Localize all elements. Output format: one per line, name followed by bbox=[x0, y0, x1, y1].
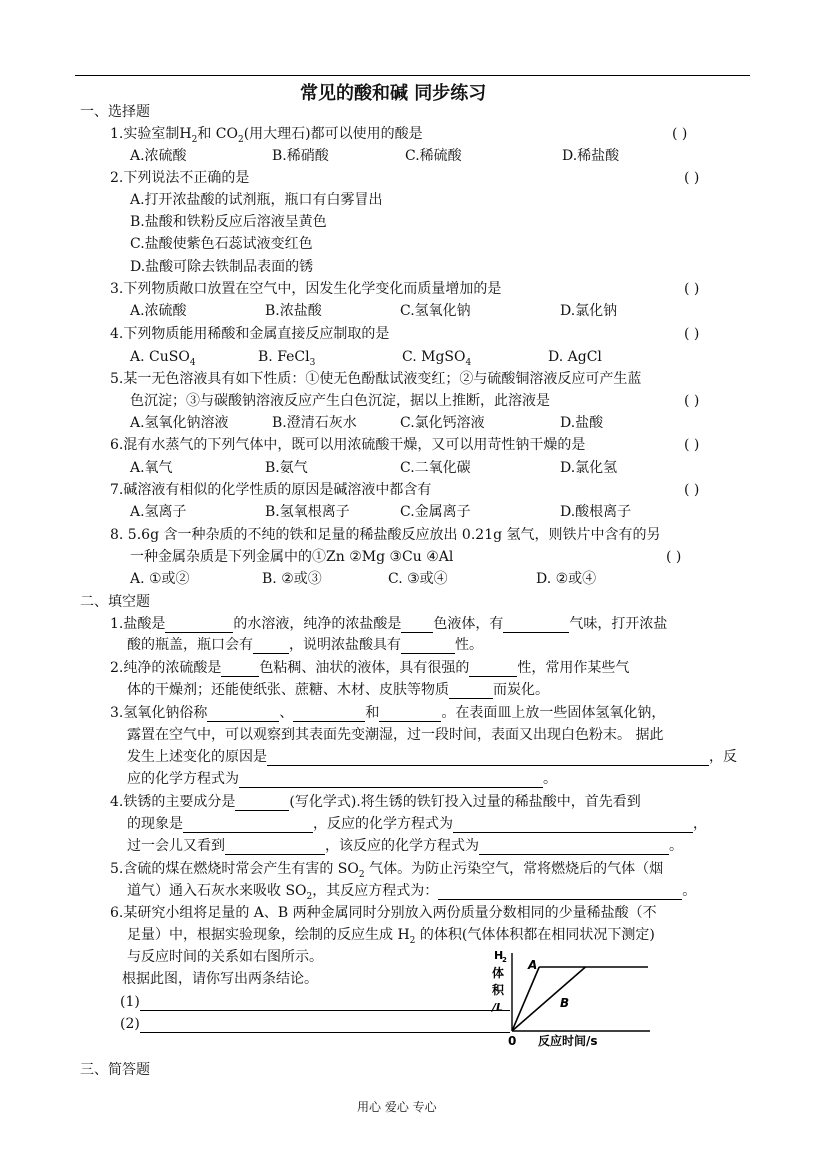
q4-option-d: D. AgCl bbox=[548, 349, 602, 365]
q5-stem-line1: 5.某一无色溶液具有如下性质：①使无色酚酞试液变红；②与硫酸铜溶液反应可产生蓝 bbox=[110, 371, 642, 387]
answer-blank[interactable] bbox=[438, 885, 682, 900]
q4-option-a: A. CuSO$_4$ bbox=[130, 349, 196, 368]
answer-blank[interactable] bbox=[453, 818, 693, 833]
q1-answer-paren: ( ) bbox=[672, 126, 688, 142]
q3-option-c: C.氢氧化钠 bbox=[400, 303, 471, 319]
q7-option-d: D.酸根离子 bbox=[560, 504, 632, 520]
y-label-h: H bbox=[494, 949, 504, 962]
h2-volume-chart bbox=[480, 945, 660, 1055]
answer-blank[interactable] bbox=[401, 618, 433, 633]
q3-option-a: A.浓硫酸 bbox=[130, 303, 187, 319]
q8-stem-line2: 一种金属杂质是下列金属中的①Zn ②Mg ③Cu ④Al bbox=[130, 549, 454, 565]
answer-blank[interactable] bbox=[207, 707, 279, 722]
fill-q1-line2: 酸的瓶盖，瓶口会有 ，说明浓盐酸具有 性。 bbox=[127, 637, 483, 653]
q6-option-d: D.氯化氢 bbox=[560, 460, 618, 476]
fill-q4-line1: 4.铁锈的主要成分是 (写化学式).将生锈的铁钉投入过量的稀盐酸中，首先看到 bbox=[110, 794, 641, 810]
answer-blank[interactable] bbox=[183, 818, 313, 833]
q6-option-c: C.二氧化碳 bbox=[400, 460, 471, 476]
fill-q4-line3: 过一会儿又看到 ，该反应的化学方程式为 。 bbox=[127, 838, 683, 854]
fill-q3-line3: 发生上述变化的原因是 ，反 bbox=[127, 749, 737, 765]
q8-option-c: C. ③或④ bbox=[388, 571, 448, 587]
answer-blank[interactable] bbox=[469, 662, 517, 677]
q5-option-d: D.盐酸 bbox=[560, 415, 604, 431]
q6-option-a: A.氧气 bbox=[130, 460, 173, 476]
fill-q1-line1: 1.盐酸是 的水溶液，纯净的浓盐酸是 色液体，有 气味，打开浓盐 bbox=[110, 616, 668, 632]
q5-option-b: B.澄清石灰水 bbox=[272, 415, 357, 431]
answer-blank[interactable] bbox=[293, 707, 365, 722]
fill-q2-line1: 2.纯净的浓硫酸是 色粘稠、油状的液体，具有很强的 性，常用作某些气 bbox=[110, 660, 630, 676]
section-heading-short-answer: 三、简答题 bbox=[80, 1062, 150, 1078]
q8-option-b: B. ②或③ bbox=[262, 571, 322, 587]
q7-stem: 7.碱溶液有相似的化学性质的原因是碱溶液中都含有 bbox=[110, 482, 432, 498]
answer-blank[interactable] bbox=[235, 796, 289, 811]
q1-option-c: C.稀硫酸 bbox=[405, 148, 462, 164]
fill-q4-line2: 的现象是 ，反应的化学方程式为 ， bbox=[127, 816, 707, 832]
q5-answer-paren: ( ) bbox=[684, 393, 700, 409]
y-label-char: 积 bbox=[492, 983, 505, 997]
answer-blank[interactable] bbox=[239, 773, 543, 788]
q8-option-a: A. ①或② bbox=[130, 571, 190, 587]
series-b-line bbox=[512, 967, 585, 1031]
fill-q5-line1: 5.含硫的煤在燃烧时常会产生有害的 $SO_2$ 气体。为防止污染空气，常将燃烧后的气体（烟 bbox=[110, 861, 664, 880]
q3-option-b: B.浓盐酸 bbox=[265, 303, 322, 319]
answer-blank[interactable] bbox=[221, 662, 259, 677]
page-title: 常见的酸和碱 同步练习 bbox=[300, 83, 487, 104]
section-heading-fill: 二、填空题 bbox=[80, 594, 150, 610]
q8-answer-paren: ( ) bbox=[666, 549, 682, 565]
series-a-label: A bbox=[528, 958, 538, 972]
q2-option-a: A.打开浓盐酸的试剂瓶，瓶口有白雾冒出 bbox=[130, 192, 383, 208]
q3-option-d: D.氯化钠 bbox=[560, 303, 618, 319]
q6-answer-paren: ( ) bbox=[684, 437, 700, 453]
q4-stem: 4.下列物质能用稀酸和金属直接反应制取的是 bbox=[110, 326, 390, 342]
q2-stem: 2.下列说法不正确的是 bbox=[110, 170, 250, 186]
q1-option-b: B.稀硝酸 bbox=[272, 148, 329, 164]
answer-blank[interactable] bbox=[225, 840, 325, 855]
fill-q3-line2: 露置在空气中，可以观察到其表面先变潮湿，过一段时间，表面又出现白色粉末。 据此 bbox=[127, 727, 664, 743]
fill-q6-line1: 6.某研究小组将足量的 A、B 两种金属同时分别放入两份质量分数相同的少量稀盐酸（不 bbox=[110, 905, 657, 921]
q1-stem: 1.实验室制$H_2$和 $CO_2$(用大理石)都可以使用的酸是 bbox=[110, 126, 423, 145]
y-label-sub: 2 bbox=[502, 956, 507, 964]
q8-option-d: D. ②或④ bbox=[536, 571, 597, 587]
q8-stem-line1: 8. 5.6g 含一种杂质的不纯的铁和足量的稀盐酸反应放出 0.21g 氢气，则铁片中含有的另 bbox=[110, 527, 661, 543]
q6-stem: 6.混有水蒸气的下列气体中，既可以用浓硫酸干燥，又可以用苛性钠干燥的是 bbox=[110, 437, 586, 453]
conclusion-2: (2) bbox=[120, 1015, 510, 1033]
answer-blank[interactable] bbox=[267, 751, 709, 766]
q5-option-a: A.氢氧化钠溶液 bbox=[130, 415, 229, 431]
q2-option-c: C.盐酸使紫色石蕊试液变红色 bbox=[130, 236, 313, 252]
y-axis-label bbox=[490, 965, 505, 1014]
q4-option-b: B. FeCl$_3$ bbox=[258, 349, 316, 368]
answer-blank[interactable] bbox=[253, 639, 289, 654]
answer-blank[interactable] bbox=[140, 996, 510, 1011]
q7-option-c: C.金属离子 bbox=[400, 504, 471, 520]
fill-q5-line2: 道气）通入石灰水来吸收 $SO_2$，其反应方程式为： 。 bbox=[127, 883, 697, 902]
conclusion-1: (1) bbox=[120, 993, 510, 1011]
q2-option-b: B.盐酸和铁粉反应后溶液呈黄色 bbox=[130, 214, 327, 230]
answer-blank[interactable] bbox=[401, 639, 455, 654]
y-label-unit: /L bbox=[492, 1001, 504, 1014]
q1-option-d: D.稀盐酸 bbox=[562, 148, 620, 164]
section-heading-choice: 一、选择题 bbox=[80, 104, 150, 120]
q6-option-b: B.氨气 bbox=[265, 460, 308, 476]
q2-option-d: D.盐酸可除去铁制品表面的锈 bbox=[130, 259, 314, 275]
q4-option-c: C. MgSO$_4$ bbox=[402, 349, 472, 368]
fill-q3-line4: 应的化学方程式为 。 bbox=[127, 771, 557, 787]
q1-option-a: A.浓硫酸 bbox=[130, 148, 187, 164]
series-b-label: B bbox=[560, 996, 570, 1010]
fill-q6-line4: 根据此图，请你写出两条结论。 bbox=[122, 971, 318, 987]
answer-blank[interactable] bbox=[449, 684, 493, 699]
top-rule bbox=[75, 75, 750, 76]
q7-option-a: A.氢离子 bbox=[130, 504, 187, 520]
q7-option-b: B.氢氧根离子 bbox=[265, 504, 350, 520]
q3-answer-paren: ( ) bbox=[684, 281, 700, 297]
answer-blank[interactable] bbox=[165, 618, 233, 633]
q4-answer-paren: ( ) bbox=[684, 326, 700, 342]
x-axis-label: 反应时间/s bbox=[538, 1034, 598, 1048]
q5-option-c: C.氯化钙溶液 bbox=[400, 415, 485, 431]
fill-q3-line1: 3.氢氧化钠俗称 、 和 。在表面皿上放一些固体氢氧化钠， bbox=[110, 705, 666, 721]
y-label-char: 体 bbox=[492, 966, 505, 980]
series-a-line bbox=[512, 967, 539, 1031]
origin-label: 0 bbox=[508, 1034, 517, 1048]
answer-blank[interactable] bbox=[379, 707, 441, 722]
fill-q2-line2: 体的干燥剂；还能使纸张、蔗糖、木材、皮肤等物质 而炭化。 bbox=[127, 682, 549, 698]
page-footer: 用心 爱心 专心 bbox=[357, 1100, 437, 1114]
fill-q6-line2: 足量）中，根据实验现象，绘制的反应生成 $H_2$ 的体积(气体体积都在相同状况下测定) bbox=[127, 927, 655, 946]
q7-answer-paren: ( ) bbox=[684, 482, 700, 498]
fill-q6-line3: 与反应时间的关系如右图所示。 bbox=[127, 949, 323, 965]
q2-answer-paren: ( ) bbox=[684, 170, 700, 186]
q5-stem-line2: 色沉淀；③与碳酸钠溶液反应产生白色沉淀，据以上推断，此溶液是 bbox=[130, 393, 550, 409]
q3-stem: 3.下列物质敞口放置在空气中，因发生化学变化而质量增加的是 bbox=[110, 281, 502, 297]
answer-blank[interactable] bbox=[479, 840, 669, 855]
answer-blank[interactable] bbox=[140, 1018, 510, 1033]
answer-blank[interactable] bbox=[503, 618, 569, 633]
